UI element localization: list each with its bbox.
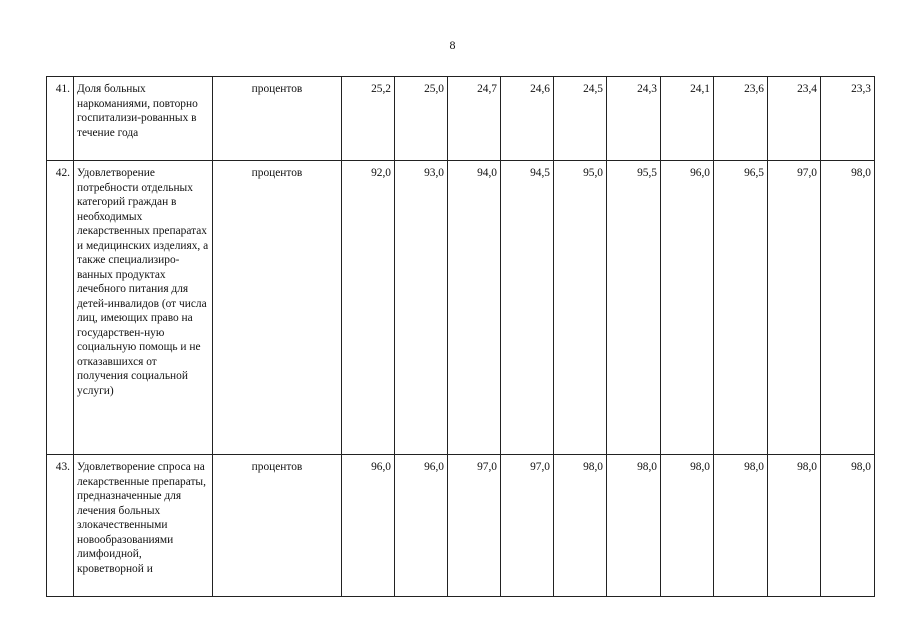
value-cell: 24,6 xyxy=(501,77,554,161)
value-cell: 95,0 xyxy=(554,161,607,455)
row-number: 42. xyxy=(47,161,74,455)
value-cell: 96,5 xyxy=(714,161,768,455)
table-row xyxy=(47,455,875,597)
value-cell: 97,0 xyxy=(448,455,501,597)
value-cell: 23,4 xyxy=(768,77,821,161)
table-row xyxy=(47,77,875,161)
indicator-name: Удовлетворение потребности отдельных категорий граждан в необходимых лекарственных препаратах и медицинских изделиях, а также специализиро-ванных продуктах лечебного питания для детей-инвалидов (от числа лиц, имеющих право на государствен-ную социальную помощь и не отказавшихся от получения социальной услуги) xyxy=(74,161,213,455)
value-cell: 98,0 xyxy=(821,455,875,597)
value-cell: 98,0 xyxy=(821,161,875,455)
value-cell: 98,0 xyxy=(661,455,714,597)
page-number: 8 xyxy=(449,38,456,52)
unit-cell: процентов xyxy=(213,77,342,161)
value-cell: 93,0 xyxy=(395,161,448,455)
value-cell: 97,0 xyxy=(501,455,554,597)
value-cell: 25,0 xyxy=(395,77,448,161)
indicator-name: Доля больных наркоманиями, повторно госпитализи-рованных в течение года xyxy=(74,77,213,161)
value-cell: 23,6 xyxy=(714,77,768,161)
row-number: 41. xyxy=(47,77,74,161)
value-cell: 92,0 xyxy=(342,161,395,455)
indicator-name: Удовлетворение спроса на лекарственные препараты, предназначенные для лечения больных злокачественными новообразованиями лимфоидной, кроветворной и xyxy=(74,455,213,597)
value-cell: 94,0 xyxy=(448,161,501,455)
value-cell: 96,0 xyxy=(395,455,448,597)
value-cell: 96,0 xyxy=(342,455,395,597)
value-cell: 98,0 xyxy=(714,455,768,597)
value-cell: 94,5 xyxy=(501,161,554,455)
value-cell: 95,5 xyxy=(607,161,661,455)
unit-cell: процентов xyxy=(213,161,342,455)
row-number: 43. xyxy=(47,455,74,597)
value-cell: 24,5 xyxy=(554,77,607,161)
value-cell: 98,0 xyxy=(554,455,607,597)
value-cell: 98,0 xyxy=(768,455,821,597)
unit-cell: процентов xyxy=(213,455,342,597)
value-cell: 24,1 xyxy=(661,77,714,161)
value-cell: 23,3 xyxy=(821,77,875,161)
value-cell: 98,0 xyxy=(607,455,661,597)
value-cell: 97,0 xyxy=(768,161,821,455)
table-row xyxy=(47,161,875,455)
value-cell: 96,0 xyxy=(661,161,714,455)
value-cell: 24,3 xyxy=(607,77,661,161)
indicators-table xyxy=(46,76,875,597)
value-cell: 24,7 xyxy=(448,77,501,161)
value-cell: 25,2 xyxy=(342,77,395,161)
